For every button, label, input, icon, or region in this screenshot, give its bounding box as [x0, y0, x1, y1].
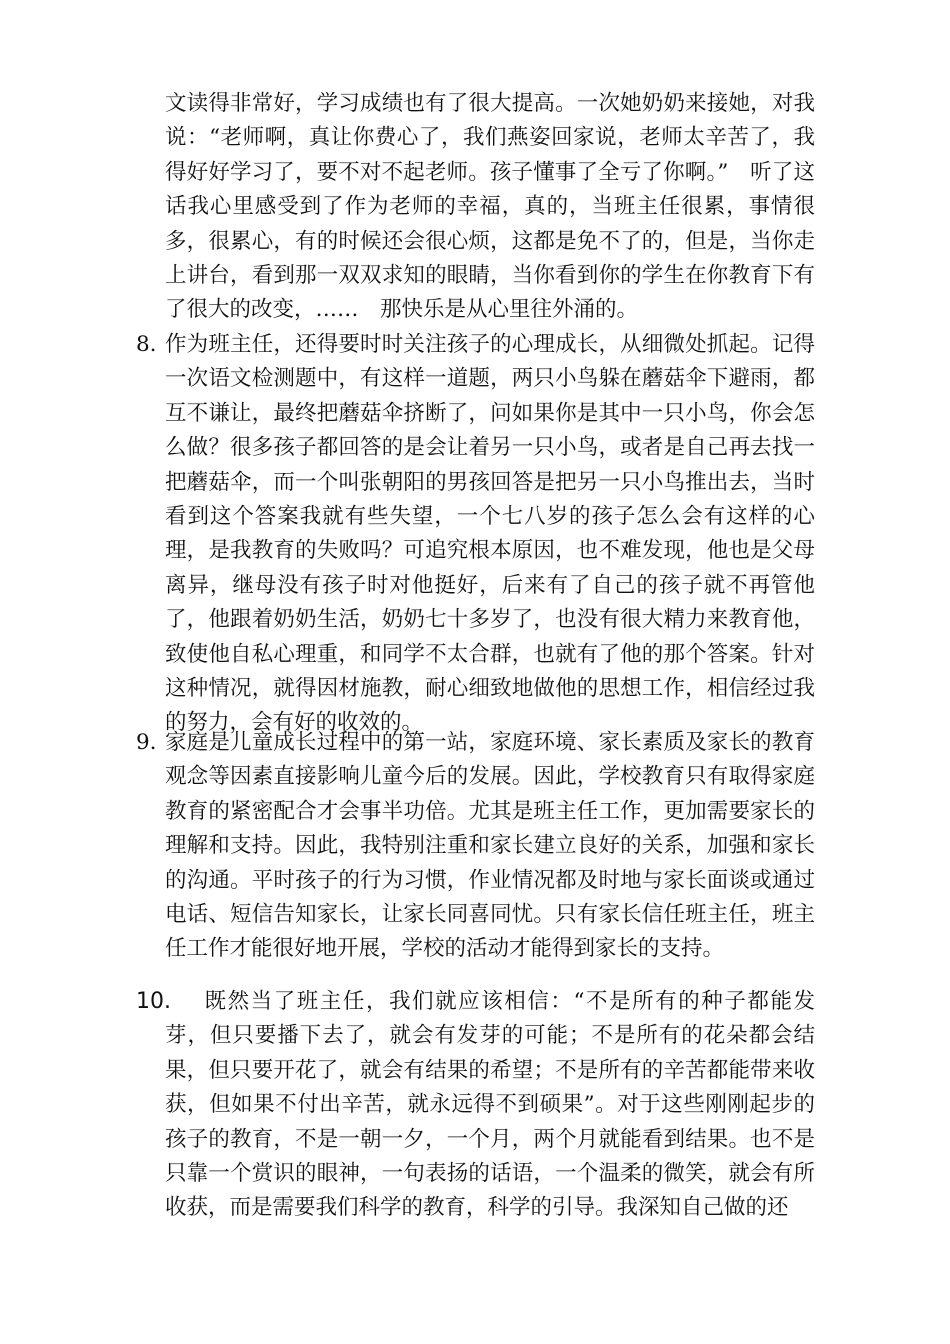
list-item-text: 作为班主任，还得要时时关注孩子的心理成长，从细微处抓起。记得一次语文检测题中，有这样一道题，两只小鸟躲在蘑菇伞下避雨，都互不谦让，最终把蘑菇伞挤断了，问如果你是其中一只小鸟，你会怎么做？很多孩子都回答的是会让着另一只小鸟，或者是自己再去找一把蘑菇伞，而一个叫张朝阳的男孩回答是把另一只小鸟推出去，当时看到这个答案我就有些失望，一个七八岁的孩子怎么会有这样的心理，是我教育的失败吗？可追究根本原因，也不难发现，他也是父母离异，继母没有孩子时对他挺好，后来有了自己的孩子就不再管他了，他跟着奶奶生活，奶奶七十多岁了，也没有很大精力来教育他，致使他自私心理重，和同学不太合群，也就有了他的那个答案。针对这种情况，就得因材施教，耐心细致地做他的思想工作，相信经过我的努力，会有好的收效的。: [165, 332, 815, 736]
list-item-number: 8.: [136, 332, 157, 357]
list-item-number: 10.: [136, 989, 171, 1014]
list-item-text: 既然当了班主任，我们就应该相信：“不是所有的种子都能发芽，但只要播下去了，就会有发芽的可能；不是所有的花朵都会结果，但只要开花了，就会有结果的希望；不是所有的辛苦都能带来收获，但如果不付出辛苦，就永远得不到硕果”。对于这些刚刚起步的孩子的教育，不是一朝一夕，一个月，两个月就能看到结果。也不是只靠一个赏识的眼神，一句表扬的话语，一个温柔的微笑，就会有所收获，而是需要我们科学的教育，科学的引导。我深知自己做的还: [165, 989, 815, 1221]
list-item-paragraph: [165, 985, 815, 1226]
continuation-paragraph: 文读得非常好，学习成绩也有了很大提高。一次她奶奶来接她，对我说：“老师啊，真让你费心了，我们燕姿回家说，老师太辛苦了，我得好好学习了，要不对不起老师。孩子懂事了全亏了你啊。” 听了这话我心里感受到了作为老师的幸福，真的，当班主任很累，事情很多，很累心，有的时候还会很心烦，这都是免不了的，但是，当你走上讲台，看到那一双双求知的眼睛，当你看到你的学生在你教育下有了很大的改变，…… 那快乐是从心里往外涌的。: [165, 91, 815, 323]
list-item-text: 家庭是儿童成长过程中的第一站，家庭环境、家长素质及家长的教育观念等因素直接影响儿童今后的发展。因此，学校教育只有取得家庭教育的紧密配合才会事半功倍。尤其是班主任工作，更加需要家长的理解和支持。因此，我特别注重和家长建立良好的关系，加强和家长的沟通。平时孩子的行为习惯，作业情况都及时地与家长面谈或通过电话、短信告知家长，让家长同喜同忧。只有家长信任班主任，班主任工作才能很好地开展，学校的活动才能得到家长的支持。: [165, 730, 815, 962]
list-item-number: 9.: [136, 730, 157, 755]
